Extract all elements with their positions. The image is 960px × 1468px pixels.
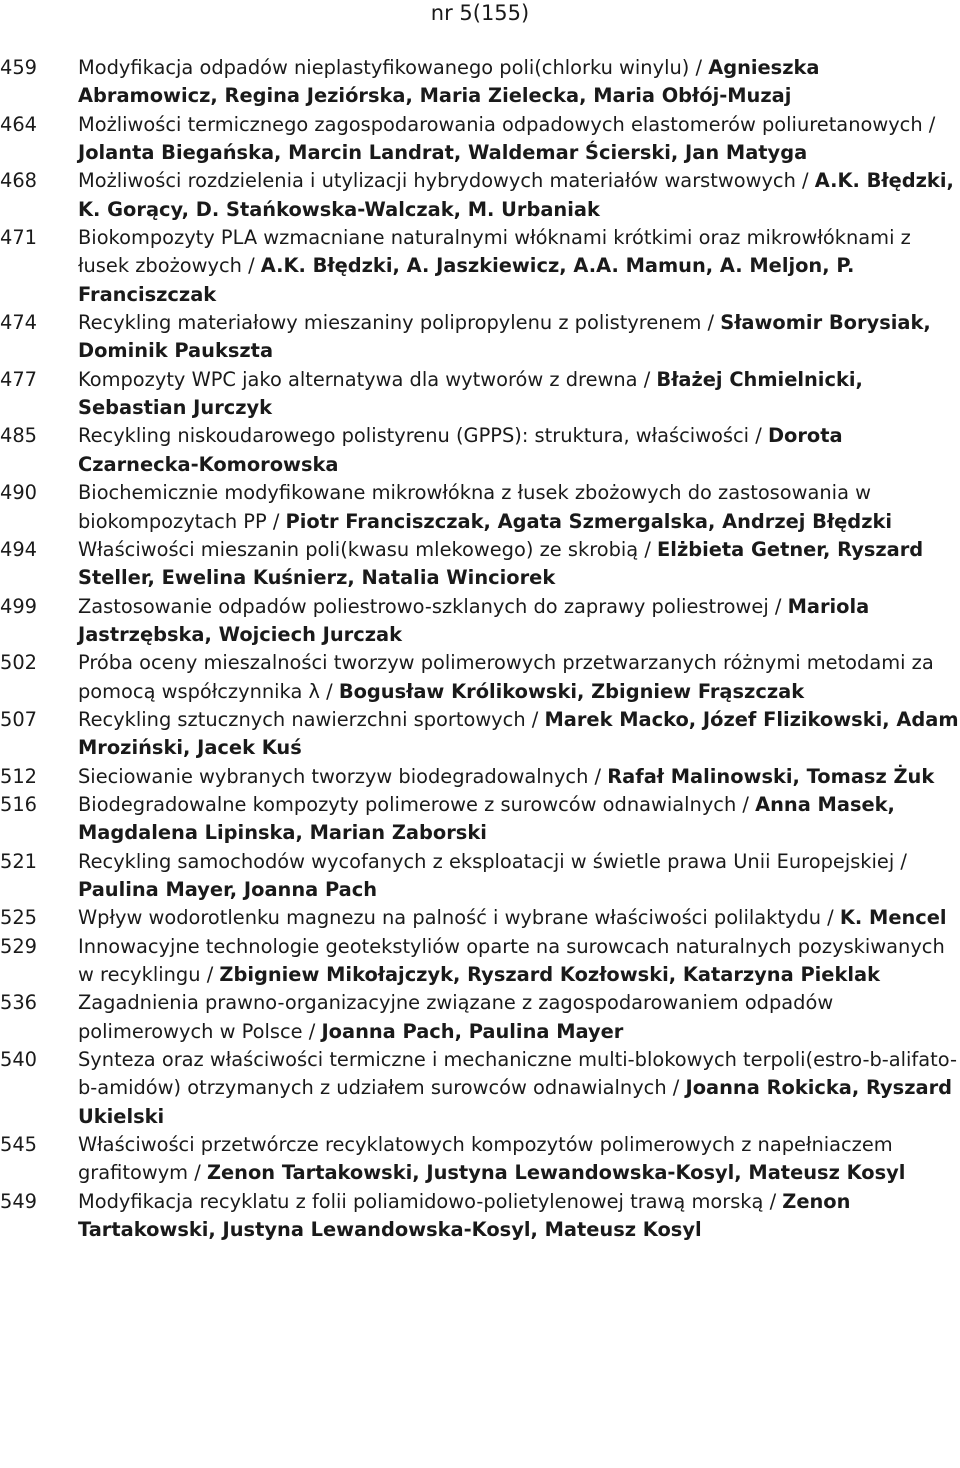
issue-number: nr 5(155) <box>430 1 530 25</box>
entry-authors: Joanna Pach, Paulina Mayer <box>321 1019 624 1043</box>
page-number: 516 <box>0 792 38 816</box>
toc-entry <box>0 167 960 224</box>
page-number: 474 <box>0 311 38 335</box>
entry-authors: Błażej Chmielnicki, Sebastian Jurczyk <box>78 367 863 420</box>
toc-entry <box>0 904 960 932</box>
toc-entry <box>0 989 960 1046</box>
entry-title: Właściwości mieszanin poli(kwasu mlekowego) ze skrobią / <box>78 537 658 561</box>
entry-authors: Dorota Czarnecka-Komorowska <box>78 424 843 476</box>
page-number: 471 <box>0 226 38 250</box>
entry-authors: Mariola Jastrzębska, Wojciech Jurczak <box>78 594 870 646</box>
entry-authors: Elżbieta Getner, Ryszard Steller, Ewelina Kuśnierz, Natalia Winciorek <box>78 537 924 590</box>
toc-entry <box>0 1046 960 1131</box>
toc-entry <box>0 54 960 111</box>
page-number: 499 <box>0 594 38 618</box>
entry-title: Zastosowanie odpadów poliestrowo-szklanych do zaprawy poliestrowej / <box>78 594 788 618</box>
entry-authors: Zenon Tartakowski, Justyna Lewandowska-Kosyl, Mateusz Kosyl <box>206 1161 906 1185</box>
page-number: 507 <box>0 707 38 731</box>
toc-entry <box>0 479 960 536</box>
entry-title: Biochemicznie modyfikowane mikrowłókna z łusek zbożowych do zastosowania w biokompozytach PP / <box>78 481 871 533</box>
page-number: 464 <box>0 112 38 136</box>
entry-authors: Jolanta Biegańska, Marcin Landrat, Waldemar Ścierski, Jan Matyga <box>78 141 808 165</box>
entry-title: Synteza oraz właściwości termiczne i mechaniczne multi-blokowych terpoli(estro-b-alifato-b-amidów) otrzymanych z udziałem surowców odnawialnych / <box>78 1048 957 1100</box>
toc-entry <box>0 1188 960 1245</box>
page-number: 549 <box>0 1189 38 1213</box>
toc-entry <box>0 649 960 706</box>
entry-title: Recykling sztucznych nawierzchni sportowych / <box>78 707 545 731</box>
page-number: 521 <box>0 849 38 873</box>
page-number: 477 <box>0 367 38 391</box>
toc-entry <box>0 848 960 905</box>
toc-entry <box>0 111 960 168</box>
toc-entry <box>0 933 960 990</box>
page-number: 490 <box>0 481 38 505</box>
entry-authors: Agnieszka Abramowicz, Regina Jeziórska, Maria Zielecka, Maria Obłój-Muzaj <box>78 56 820 108</box>
entry-authors: Joanna Rokicka, Ryszard Ukielski <box>78 1076 953 1128</box>
page-number: 494 <box>0 537 38 561</box>
table-of-contents <box>0 54 960 1244</box>
entry-authors: Rafał Malinowski, Tomasz Żuk <box>607 764 935 788</box>
toc-entry <box>0 536 960 593</box>
toc-entry <box>0 422 960 479</box>
page-number: 512 <box>0 764 38 788</box>
page-number: 468 <box>0 169 38 193</box>
toc-entry <box>0 706 960 763</box>
entry-title: Modyfikacja odpadów nieplastyfikowanego poli(chlorku winylu) / <box>78 56 709 79</box>
page-number: 485 <box>0 424 38 448</box>
entry-authors: A.K. Błędzki, A. Jaszkiewicz, A.A. Mamun, A. Meljon, P. Franciszczak <box>78 254 855 306</box>
toc-entry <box>0 791 960 848</box>
entry-title: Biodegradowalne kompozyty polimerowe z surowców odnawialnych / <box>78 792 756 816</box>
entry-title: Wpływ wodorotlenku magnezu na palność i wybrane właściwości polilaktydu / <box>78 906 840 930</box>
page-number: 459 <box>0 56 38 79</box>
toc-entry <box>0 309 960 366</box>
entry-title: Biokompozyty PLA wzmacniane naturalnymi włóknami krótkimi oraz mikrowłóknami z łusek zbożowych / <box>78 226 911 278</box>
entry-title: Innowacyjne technologie geotekstyliów oparte na surowcach naturalnych pozyskiwanych w recyklingu / <box>78 934 945 986</box>
entry-authors: Paulina Mayer, Joanna Pach <box>78 877 378 901</box>
page-number: 525 <box>0 906 38 930</box>
page-number: 540 <box>0 1048 38 1072</box>
toc-entry <box>0 366 960 423</box>
entry-authors: A.K. Błędzki, K. Gorący, D. Stańkowska-Walczak, M. Urbaniak <box>78 169 954 221</box>
entry-title: Próba oceny mieszalności tworzyw polimerowych przetwarzanych różnymi metodami za pomocą współczynnika λ / <box>78 651 934 703</box>
entry-title: Właściwości przetwórcze recyklatowych kompozytów polimerowych z napełniaczem grafitowym / <box>78 1133 893 1185</box>
entry-title: Zagadnienia prawno-organizacyjne związane z zagospodarowaniem odpadów polimerowych w Polsce / <box>78 991 834 1043</box>
entry-authors: Sławomir Borysiak, Dominik Paukszta <box>78 311 931 363</box>
page-number: 529 <box>0 934 38 958</box>
page-number: 536 <box>0 991 38 1015</box>
entry-authors: Anna Masek, Magdalena Lipinska, Marian Zaborski <box>78 792 895 845</box>
entry-title: Możliwości rozdzielenia i utylizacji hybrydowych materiałów warstwowych / <box>78 169 815 193</box>
entry-authors: Marek Macko, Józef Flizikowski, Adam Mroziński, Jacek Kuś <box>78 707 959 760</box>
entry-authors: K. Mencel <box>839 906 947 930</box>
toc-entry <box>0 593 960 650</box>
page-number: 545 <box>0 1133 38 1157</box>
entry-title: Kompozyty WPC jako alternatywa dla wytworów z drewna / <box>78 367 657 391</box>
toc-entry <box>0 763 960 791</box>
toc-entry <box>0 1131 960 1188</box>
entry-authors: Piotr Franciszczak, Agata Szmergalska, Andrzej Błędzki <box>285 509 893 533</box>
entry-title: Recykling niskoudarowego polistyrenu (GPPS): struktura, właściwości / <box>78 424 768 448</box>
entry-authors: Bogusław Królikowski, Zbigniew Frąszczak <box>338 679 805 703</box>
toc-entry <box>0 224 960 309</box>
entry-title: Modyfikacja recyklatu z folii poliamidowo-polietylenowej trawą morską / <box>78 1189 783 1213</box>
entry-authors: Zenon Tartakowski, Justyna Lewandowska-Kosyl, Mateusz Kosyl <box>78 1189 851 1242</box>
entry-title: Możliwości termicznego zagospodarowania odpadowych elastomerów poliuretanowych / <box>78 112 936 136</box>
entry-title: Recykling samochodów wycofanych z eksploatacji w świetle prawa Unii Europejskiej / <box>78 849 907 873</box>
page-number: 502 <box>0 651 38 675</box>
entry-title: Sieciowanie wybranych tworzyw biodegradowalnych / <box>78 764 608 788</box>
entry-authors: Zbigniew Mikołajczyk, Ryszard Kozłowski, Katarzyna Pieklak <box>219 963 880 986</box>
entry-title: Recykling materiałowy mieszaniny polipropylenu z polistyrenem / <box>78 311 721 335</box>
